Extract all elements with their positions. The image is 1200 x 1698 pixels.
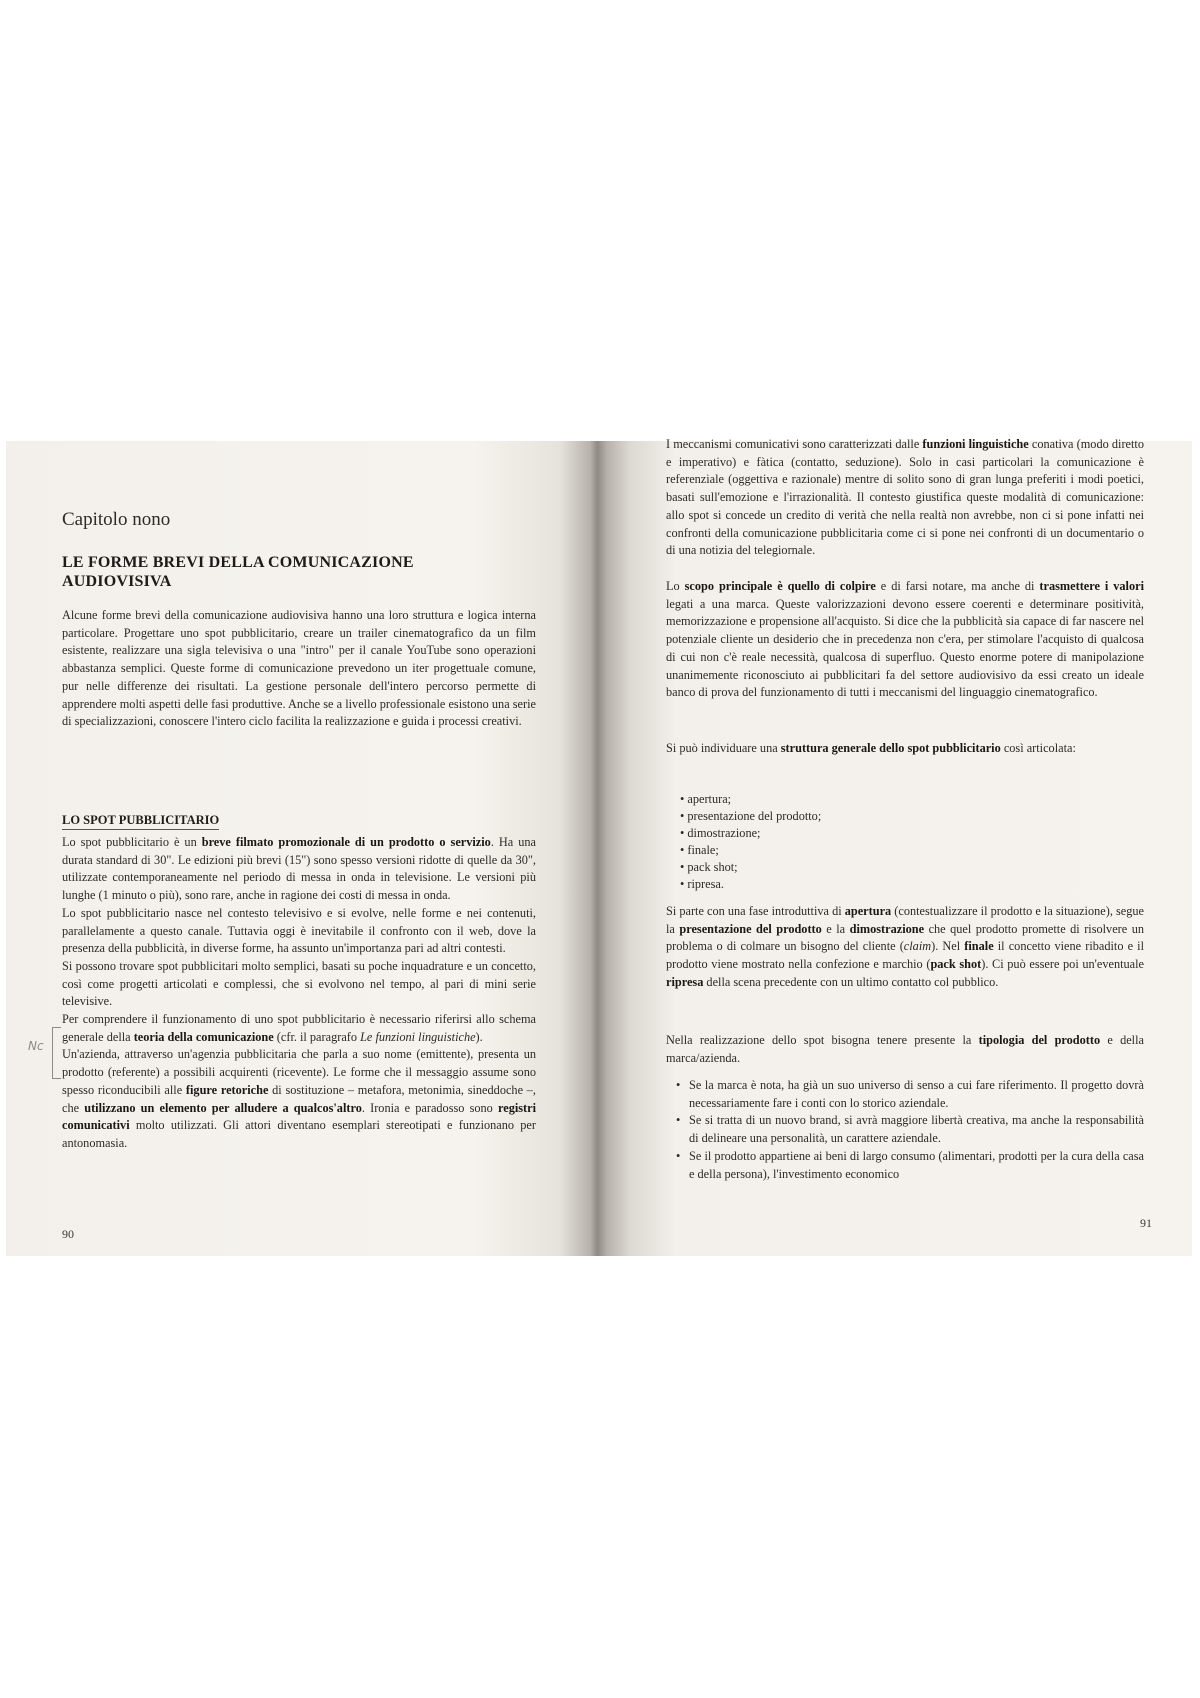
p4-text-c: (cfr. il paragrafo	[273, 1029, 361, 1044]
rp2-text-c: e di farsi notare, ma anche di	[875, 579, 1040, 593]
typology-list	[676, 1077, 1144, 1183]
rp3-text-a: Si può individuare una	[666, 741, 781, 755]
page-number-right: 91	[1140, 1216, 1152, 1230]
rp4-bold-d: presentazione del prodotto	[679, 921, 822, 936]
rp2-text-a: Lo	[666, 579, 685, 593]
p5-bold-b: figure retoriche	[185, 1082, 269, 1097]
right-paragraph-4	[666, 903, 1144, 992]
list-item: • Se il prodotto appartiene ai beni di largo consumo (alimentari, prodotti per la cura della casa e della persona), l'investimento economico	[676, 1148, 1144, 1183]
book-spread	[6, 437, 1192, 1256]
rp4-text-o: della scena precedente con un ultimo contatto col pubblico.	[703, 974, 999, 989]
rp4-bold-l: pack shot	[930, 957, 982, 972]
list-item: • ripresa.	[680, 876, 1080, 893]
rp5-bold: tipologia del prodotto	[978, 1033, 1101, 1047]
chapter-title-line2: AUDIOVISIVA	[62, 573, 172, 590]
rp4-text-e: e la	[821, 921, 850, 936]
p5-bold-d: utilizzano un elemento per alludere a qualcos'altro	[84, 1100, 362, 1115]
p5-text-c: di sostituzione – metafora, metonimia, sineddoche –, che	[62, 1082, 536, 1115]
chapter-label: Capitolo nono	[62, 509, 171, 530]
rp4-bold-f: dimostrazione	[849, 921, 925, 936]
p5-bold-f: registri comunicativi	[62, 1100, 537, 1133]
paragraph-4	[62, 1011, 536, 1046]
list-item: • presentazione del prodotto;	[680, 808, 1080, 825]
rp4-text-a: Si parte con una fase introduttiva di	[666, 904, 845, 918]
rp3-text-c: così articolata:	[1000, 741, 1076, 755]
p5-text-a: Un'azienda, attraverso un'agenzia pubblicitaria che parla a suo nome (emittente), presenta un prodotto (referente) a possibili acquirenti (ricevente). Le forme che il messaggio assume sono spesso riconducibili alle	[62, 1047, 536, 1097]
intro-paragraph: Alcune forme brevi della comunicazione audiovisiva hanno una loro struttura e logica interna particolare. Progettare uno spot pubblicitario, creare un trailer cinematografico da un film esistente, realizzare una sigla televisiva o una "intro" per il canale YouTube sono operazioni abbastanza semplici. Queste forme di comunicazione prevedono un iter progettuale comune, pur nelle differenze dei risultati. La gestione personale dell'intero percorso permette di apprendere molti aspetti delle fasi produttive. Anche se a livello professionale esistono una serie di specializzazioni, conoscere l'intero ciclo facilita la realizzazione e guida i processi creativi.	[62, 608, 536, 729]
p5-text-e: . Ironia e paradosso sono	[361, 1100, 498, 1115]
chapter-title	[62, 553, 522, 591]
pencil-bracket-mark	[52, 1027, 61, 1079]
p4-bold: teoria della comunicazione	[133, 1029, 274, 1044]
rp4-bold-j: finale	[964, 939, 994, 954]
handwritten-margin-note: Nc	[28, 1039, 44, 1053]
list-item: • apertura;	[680, 791, 1080, 808]
page-number-left: 90	[62, 1227, 74, 1241]
list-item: • Se si tratta di un nuovo brand, si avrà maggiore libertà creativa, ma anche la responsabilità di delineare una personalità, un carattere aziendale.	[676, 1112, 1144, 1147]
rp4-text-g: che quel prodotto promette di risolvere un problema o di colmare un bisogno del cliente (	[666, 921, 1145, 954]
chapter-title-line1: LE FORME BREVI DELLA COMUNICAZIONE	[62, 554, 414, 571]
list-item: • finale;	[680, 842, 1080, 859]
rp1-text-a: I meccanismi comunicativi sono caratterizzati dalle	[666, 437, 923, 451]
p1-text-a: Lo spot pubblicitario è un	[62, 835, 202, 849]
rp4-text-m: ). Ci può essere poi un'eventuale	[981, 957, 1145, 972]
p4-text-e: ).	[475, 1029, 483, 1044]
rp4-italic-h: claim	[903, 939, 932, 954]
right-page	[606, 437, 1192, 1256]
right-paragraph-3	[666, 740, 1144, 758]
paragraph-2: Lo spot pubblicitario nasce nel contesto televisivo e si evolve, nelle forme e nei contenuti, parallelamente a questo canale. Tuttavia oggi è inevitabile il confronto con il web, dove la presenza della pubblicità, in diverse forme, ha assunto un'importanza pari ad altri contesti.	[62, 905, 536, 956]
rp4-text-i: ). Nel	[931, 939, 965, 954]
paragraph-3: Si possono trovare spot pubblicitari molto semplici, basati su poche inquadrature e un concetto, così come progetti articolati e complessi, che si evolvono nel tempo, al pari di mini serie televisive.	[62, 958, 536, 1009]
rp2-bold-b: scopo principale è quello di colpire	[684, 579, 876, 593]
rp4-text-k: il concetto viene ribadito e il prodotto viene mostrato nella confezione e marchio (	[666, 939, 1144, 972]
paragraph-5	[62, 1046, 536, 1152]
right-paragraph-1	[666, 436, 1144, 560]
right-paragraph-2	[666, 578, 1144, 702]
list-item: • Se la marca è nota, ha già un suo universo di senso a cui fare riferimento. Il progetto dovrà necessariamente fare i conti con lo storico aziendale.	[676, 1077, 1144, 1112]
rp2-bold-d: trasmettere i valori	[1039, 579, 1144, 593]
rp4-bold-b: apertura	[844, 904, 892, 918]
paragraph-1	[62, 834, 536, 905]
structure-list	[680, 791, 1080, 893]
book-gutter	[589, 441, 606, 1256]
p4-text-a: Per comprendere il funzionamento di uno spot pubblicitario è necessario riferirsi allo schema generale della	[62, 1012, 536, 1044]
list-item: • dimostrazione;	[680, 825, 1080, 842]
p5-text-g: molto utilizzati. Gli attori diventano esemplari stereotipati e funzionano per antonomasia.	[62, 1118, 536, 1150]
left-page	[6, 441, 589, 1256]
right-paragraph-5	[666, 1032, 1144, 1067]
rp1-bold: funzioni linguistiche	[922, 437, 1029, 451]
p1-bold: breve filmato promozionale di un prodotto o servizio	[201, 835, 491, 849]
list-item: • pack shot;	[680, 859, 1080, 876]
rp5-text-a: Nella realizzazione dello spot bisogna tenere presente la	[666, 1033, 979, 1047]
rp5-text-c: e della marca/azienda.	[666, 1033, 1144, 1065]
rp2-text-e: legati a una marca. Queste valorizzazioni devono essere coerenti e determinare positività, memorizzazione e propensione all'acquisto. Si dice che la pubblicità sia capace di far nascere nel potenziale cliente un desiderio che in precedenza non c'era, per stimolare l'acquisto di qualcosa di cui non c'è reale necessità, qualcosa di superfluo. Questo enorme potere di manipolazione unanimemente riconosciuto ai pubblicitari fa del settore audiovisivo da essi creato un ideale banco di prova del funzionamento di tutti i meccanismi del linguaggio cinematografico.	[666, 596, 1144, 700]
rp3-bold: struttura generale dello spot pubblicitario	[780, 741, 1001, 755]
p1-text-c: . Ha una durata standard di 30". Le edizioni più brevi (15") sono spesso versioni ridotte di quelle da 30", utilizzate contemporaneamente nel periodo di messa in onda in televisione. Le versioni più lunghe (1 minuto o più), sono rare, anche in ragione dei costi di messa in onda.	[62, 835, 536, 903]
section-heading: LO SPOT PUBBLICITARIO	[62, 813, 219, 830]
rp4-bold-n: ripresa	[666, 974, 704, 989]
p4-italic: Le funzioni linguistiche	[360, 1029, 476, 1044]
left-body	[62, 834, 536, 1153]
rp4-text-c: (contestualizzare il prodotto e la situazione), segue la	[666, 904, 1144, 936]
rp1-text-c: conativa (modo diretto e imperativo) e fàtica (contatto, seduzione). Solo in casi particolari la comunicazione è referenziale (oggettiva e razionale) mentre di solito sono di gran lunga preferiti i modi poetici, basati sull'emozione e l'irrazionalità. Il contesto giustifica queste modalità di comunicazione: allo spot si concede un credito di verità che nella realtà non avrebbe, non ci si pone infatti nei confronti della comunicazione pubblicitaria come ci si pone nei confronti di un documentario o di una notizia del telegiornale.	[666, 437, 1144, 558]
